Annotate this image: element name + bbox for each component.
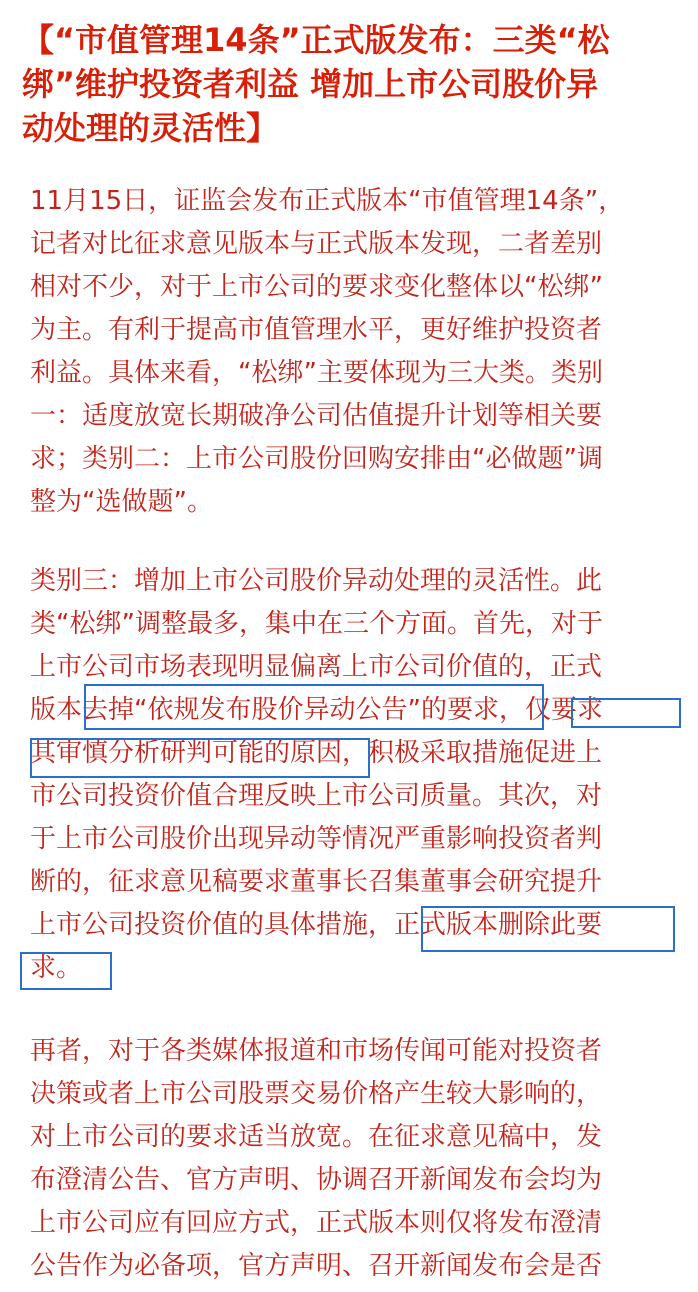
paragraph-line: 上市公司市场表现明显偏离上市公司价值的，正式 [30,652,603,682]
paragraph-line: 上市公司应有回应方式，正式版本则仅将发布澄清 [30,1208,603,1238]
paragraph-line: 对上市公司的要求适当放宽。在征求意见稿中，发 [30,1122,603,1152]
paragraph-line: 记者对比征求意见版本与正式版本发现，二者差别 [30,229,603,259]
paragraph-line: 布澄清公告、官方声明、协调召开新闻发布会均为 [30,1165,603,1195]
highlight-box-analyze-causes [30,738,370,778]
paragraph-line: 整为“选做题”。 [30,487,213,517]
title-line: 动处理的灵活性】 [22,109,279,147]
paragraph-1 [30,180,670,524]
paragraph-line: 11月15日，证监会发布正式版本“市值管理14条”， [30,186,625,216]
paragraph-line: 求。 [30,953,83,983]
paragraph-line: 断的，征求意见稿要求董事长召集董事会研究提升 [30,867,603,897]
article-title [22,18,686,150]
paragraph-line: 决策或者上市公司股票交易价格产生较大影响的， [30,1079,603,1109]
paragraph-line: 一：适度放宽长期破净公司估值提升计划等相关要 [30,401,603,431]
paragraph-line: 公告作为必备项，官方声明、召开新闻发布会是否 [30,1251,603,1281]
highlight-box-remove-announcement [84,684,544,730]
paragraph-line: 市公司投资价值合理反映上市公司质量。其次，对 [30,781,603,811]
highlight-box-delete-requirement [421,906,675,952]
paragraph-line: 上市公司投资价值的具体措施，正式版本删除此要 [30,910,603,940]
paragraph-line: 为主。有利于提高市值管理水平，更好维护投资者 [30,315,603,345]
paragraph-line: 利益。具体来看，“松绑”主要体现为三大类。类别 [30,358,603,388]
title-line: 【“市值管理14条”正式版发布：三类“松 [22,21,610,59]
paragraph-line: 类“松绑”调整最多，集中在三个方面。首先，对于 [30,609,603,639]
highlight-box-requirement-end [20,952,112,990]
paragraph-line: 相对不少，对于上市公司的要求变化整体以“松绑” [30,272,603,302]
highlight-box-only-require [571,698,681,728]
paragraph-3 [30,1030,670,1288]
paragraph-line: 再者，对于各类媒体报道和市场传闻可能对投资者 [30,1036,603,1066]
paragraph-line: 求；类别二：上市公司股份回购安排由“必做题”调 [30,444,603,474]
paragraph-line: 类别三：增加上市公司股价异动处理的灵活性。此 [30,566,603,596]
paragraph-line: 其审慎分析研判可能的原因，积极采取措施促进上 [30,738,603,768]
title-line: 绑”维护投资者利益 增加上市公司股价异 [22,65,599,103]
paragraph-line: 版本去掉“依规发布股价异动公告”的要求，仅要求 [30,695,603,725]
paragraph-line: 于上市公司股价出现异动等情况严重影响投资者判 [30,824,603,854]
